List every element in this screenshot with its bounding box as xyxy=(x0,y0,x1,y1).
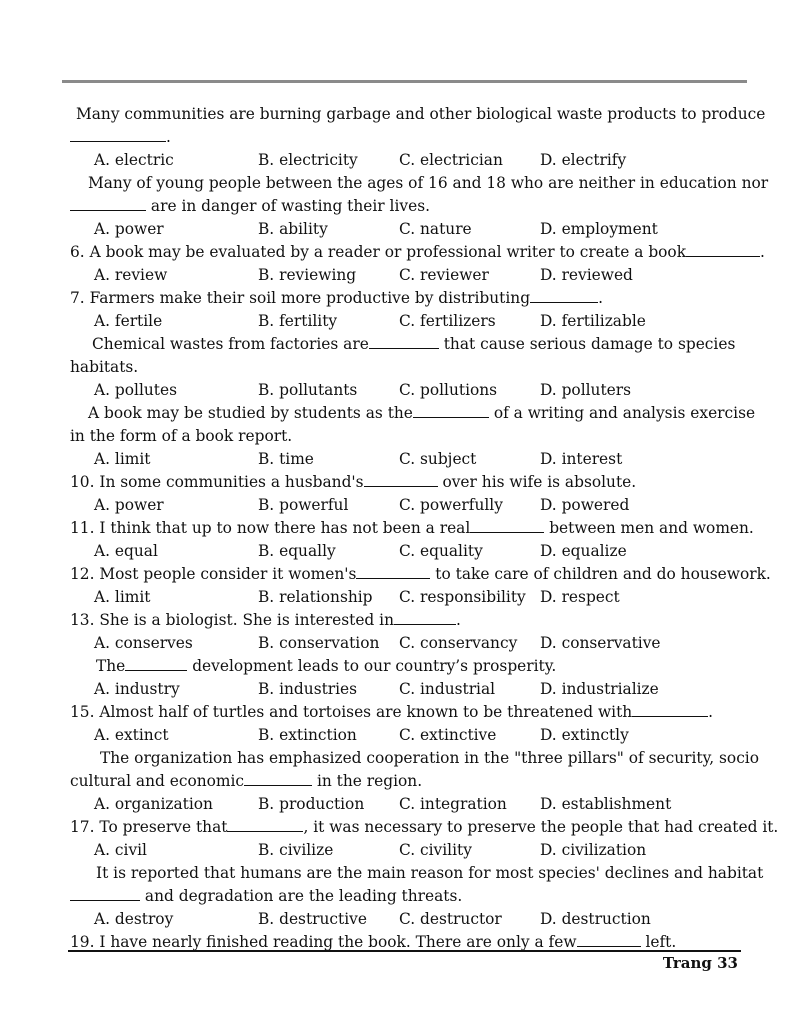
answer-options xyxy=(70,540,735,563)
answer-option[interactable]: D. industrialize xyxy=(540,680,659,698)
answer-blank xyxy=(394,610,456,625)
question-prompt: A book may be studied by students as the xyxy=(88,404,413,422)
question-prompt: 11. I think that up to now there has not been a real xyxy=(70,519,471,537)
header-rule xyxy=(62,80,747,83)
question-item xyxy=(70,402,756,471)
question-text xyxy=(70,333,735,356)
answer-blank xyxy=(369,334,439,349)
question-text xyxy=(70,241,765,264)
answer-option[interactable]: A. conserves xyxy=(94,634,193,652)
answer-option[interactable]: D. civilization xyxy=(540,841,647,859)
question-continuation: . xyxy=(456,611,461,629)
question-item xyxy=(70,287,735,333)
answer-option[interactable]: C. pollutions xyxy=(399,381,498,399)
question-item xyxy=(70,517,754,563)
answer-blank xyxy=(70,196,146,211)
answer-option[interactable]: A. limit xyxy=(94,588,151,606)
answer-blank xyxy=(686,242,760,257)
question-prompt: It is reported that humans are the main reason for most species' declines and habitat xyxy=(96,864,764,882)
question-prompt-continued: cultural and economic xyxy=(70,772,245,790)
question-continuation: left. xyxy=(645,933,677,951)
answer-option[interactable]: A. industry xyxy=(94,680,180,698)
answer-option[interactable]: B. extinction xyxy=(258,726,357,744)
answer-options xyxy=(70,494,735,517)
answer-options xyxy=(70,310,735,333)
answer-options xyxy=(70,632,735,655)
answer-option[interactable]: C. reviewer xyxy=(399,266,489,284)
question-text-line-2 xyxy=(70,425,735,448)
question-continuation: , it was necessary to preserve the people that had created it. xyxy=(303,818,779,836)
exercise-list xyxy=(70,103,779,954)
answer-option[interactable]: A. review xyxy=(94,266,168,284)
answer-option[interactable]: A. extinct xyxy=(94,726,169,744)
question-text-line-2 xyxy=(70,885,735,908)
question-text xyxy=(70,287,735,310)
question-continuation: . xyxy=(708,703,714,721)
question-prompt: 19. I have nearly finished reading the book. There are only a few xyxy=(70,933,577,951)
question-prompt: Many of young people between the ages of 16 and 18 who are neither in education nor xyxy=(88,174,769,192)
answer-options xyxy=(70,724,735,747)
answer-option[interactable]: B. pollutants xyxy=(258,381,358,399)
question-continuation: are in danger of wasting their lives. xyxy=(150,197,430,215)
answer-blank xyxy=(227,817,303,832)
question-text-line-2 xyxy=(70,195,735,218)
answer-blank xyxy=(356,564,430,579)
answer-option[interactable]: B. reviewing xyxy=(258,266,357,284)
answer-option[interactable]: B. time xyxy=(258,450,314,468)
answer-options xyxy=(70,586,735,609)
answer-option[interactable]: A. equal xyxy=(94,542,158,560)
question-continuation: in the form of a book report. xyxy=(70,427,293,445)
answer-option[interactable]: C. integration xyxy=(399,795,507,813)
answer-blank xyxy=(413,403,489,418)
question-continuation: . xyxy=(166,128,171,146)
answer-blank xyxy=(577,932,641,947)
answer-option[interactable]: C. powerfully xyxy=(399,496,503,514)
question-continuation: to take care of children and do housework. xyxy=(435,565,771,583)
question-item xyxy=(70,609,735,655)
question-prompt: 17. To preserve that xyxy=(70,818,228,836)
answer-option[interactable]: D. employment xyxy=(540,220,658,238)
question-item xyxy=(70,471,735,517)
question-text xyxy=(70,172,769,195)
answer-blank xyxy=(530,288,598,303)
answer-blank xyxy=(70,886,140,901)
answer-option[interactable]: B. equally xyxy=(258,542,336,560)
answer-option[interactable]: D. polluters xyxy=(540,381,631,399)
answer-option[interactable]: C. conservancy xyxy=(399,634,518,652)
question-continuation: in the region. xyxy=(316,772,423,790)
question-continuation: development leads to our country’s prosperity. xyxy=(192,657,557,675)
question-continuation: of a writing and analysis exercise xyxy=(493,404,756,422)
answer-options xyxy=(70,149,735,172)
answer-option[interactable]: A. fertile xyxy=(94,312,163,330)
answer-option[interactable]: B. relationship xyxy=(258,588,373,606)
answer-option[interactable]: C. fertilizers xyxy=(399,312,496,330)
question-prompt: The xyxy=(96,657,126,675)
answer-options xyxy=(70,448,735,471)
answer-option[interactable]: C. nature xyxy=(399,220,472,238)
answer-option[interactable]: C. electrician xyxy=(399,151,503,169)
answer-blank xyxy=(70,127,166,142)
answer-option[interactable]: C. subject xyxy=(399,450,477,468)
question-continuation: and degradation are the leading threats. xyxy=(144,887,463,905)
answer-option[interactable]: B. destructive xyxy=(258,910,367,928)
answer-option[interactable]: D. extinctly xyxy=(540,726,629,744)
footer-rule xyxy=(68,950,741,952)
question-text xyxy=(70,655,735,678)
question-item xyxy=(70,747,760,816)
answer-option[interactable]: D. conservative xyxy=(540,634,661,652)
answer-blank xyxy=(244,771,312,786)
question-prompt: The organization has emphasized cooperation in the "three pillars" of security, socio xyxy=(100,749,760,767)
question-prompt: 6. A book may be evaluated by a reader or professional writer to create a book xyxy=(70,243,687,261)
question-item xyxy=(70,701,735,747)
question-continuation: . xyxy=(598,289,603,307)
question-item xyxy=(70,333,735,402)
answer-option[interactable]: B. industries xyxy=(258,680,358,698)
answer-option[interactable]: A. power xyxy=(94,496,164,514)
answer-option[interactable]: B. electricity xyxy=(258,151,358,169)
question-continuation: between men and women. xyxy=(549,519,754,537)
question-text-line-2 xyxy=(70,770,735,793)
answer-option[interactable]: C. destructor xyxy=(399,910,502,928)
answer-blank xyxy=(470,518,544,533)
answer-option[interactable]: A. civil xyxy=(94,841,147,859)
question-prompt: 12. Most people consider it women's xyxy=(70,565,357,583)
question-prompt: Chemical wastes from factories are xyxy=(92,335,369,353)
answer-options xyxy=(70,218,735,241)
answer-option[interactable]: B. production xyxy=(258,795,365,813)
answer-options xyxy=(70,379,735,402)
answer-option[interactable]: B. civilize xyxy=(258,841,334,859)
question-text xyxy=(70,471,735,494)
answer-option[interactable]: C. extinctive xyxy=(399,726,497,744)
question-item xyxy=(70,655,735,701)
answer-option[interactable]: A. organization xyxy=(94,795,213,813)
answer-option[interactable]: C. civility xyxy=(399,841,472,859)
question-item xyxy=(70,103,766,172)
question-text-line-2 xyxy=(70,126,735,149)
answer-options xyxy=(70,678,735,701)
answer-option[interactable]: A. destroy xyxy=(94,910,174,928)
answer-option[interactable]: A. pollutes xyxy=(94,381,177,399)
question-item xyxy=(70,816,779,862)
question-text xyxy=(70,816,779,839)
question-item xyxy=(70,172,769,241)
question-text xyxy=(70,747,760,770)
question-prompt: 7. Farmers make their soil more productive by distributing xyxy=(70,289,531,307)
answer-option[interactable]: C. responsibility xyxy=(399,588,526,606)
question-text xyxy=(70,563,771,586)
question-continuation: . xyxy=(760,243,765,261)
question-text xyxy=(70,402,756,425)
answer-option[interactable]: B. conservation xyxy=(258,634,380,652)
answer-option[interactable]: D. interest xyxy=(540,450,623,468)
answer-option[interactable]: D. equalize xyxy=(540,542,627,560)
answer-option[interactable]: B. powerful xyxy=(258,496,349,514)
question-text xyxy=(70,701,735,724)
answer-option[interactable]: A. power xyxy=(94,220,164,238)
page-number: Trang 33 xyxy=(662,954,738,972)
answer-option[interactable]: B. fertility xyxy=(258,312,338,330)
answer-options xyxy=(70,264,735,287)
question-text xyxy=(70,609,735,632)
answer-option[interactable]: D. respect xyxy=(540,588,620,606)
question-text xyxy=(70,517,754,540)
answer-option[interactable]: D. reviewed xyxy=(540,266,633,284)
question-item xyxy=(70,563,771,609)
question-prompt: 15. Almost half of turtles and tortoises are known to be threatened with xyxy=(70,703,633,721)
question-continuation: over his wife is absolute. xyxy=(442,473,637,491)
answer-options xyxy=(70,839,735,862)
answer-options xyxy=(70,793,735,816)
question-text xyxy=(70,103,766,126)
question-item xyxy=(70,241,765,287)
question-text-line-2 xyxy=(70,356,735,379)
answer-option[interactable]: A. limit xyxy=(94,450,151,468)
answer-option[interactable]: C. equality xyxy=(399,542,483,560)
answer-blank xyxy=(125,656,187,671)
question-prompt: 10. In some communities a husband's xyxy=(70,473,364,491)
answer-option[interactable]: C. industrial xyxy=(399,680,496,698)
answer-option[interactable]: A. electric xyxy=(94,151,174,169)
answer-option[interactable]: D. powered xyxy=(540,496,630,514)
question-prompt: 13. She is a biologist. She is interested in xyxy=(70,611,395,629)
question-continuation: habitats. xyxy=(70,358,139,376)
answer-option[interactable]: D. establishment xyxy=(540,795,672,813)
answer-option[interactable]: D. destruction xyxy=(540,910,651,928)
question-text xyxy=(70,862,764,885)
answer-option[interactable]: D. fertilizable xyxy=(540,312,646,330)
answer-blank xyxy=(364,472,438,487)
question-continuation: that cause serious damage to species xyxy=(443,335,736,353)
answer-option[interactable]: D. electrify xyxy=(540,151,627,169)
answer-option[interactable]: B. ability xyxy=(258,220,328,238)
question-prompt: Many communities are burning garbage and other biological waste products to produce xyxy=(76,105,766,123)
answer-options xyxy=(70,908,735,931)
answer-blank xyxy=(632,702,708,717)
question-item xyxy=(70,862,764,931)
